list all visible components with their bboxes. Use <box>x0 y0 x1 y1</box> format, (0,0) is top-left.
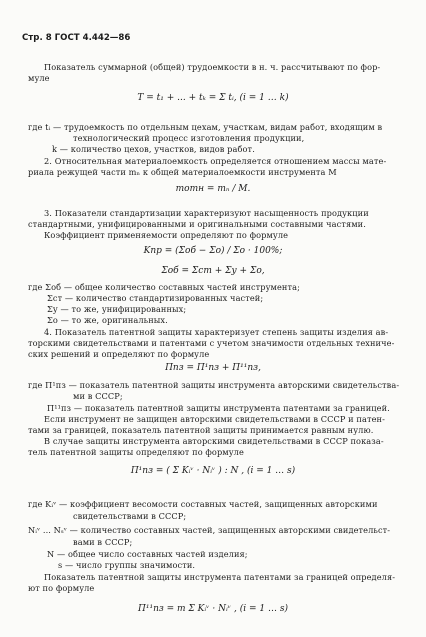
text-line: технологический процесс изготовления продукции, <box>73 133 305 143</box>
page-header: Стр. 8 ГОСТ 4.442—86 <box>22 33 131 43</box>
text-line: где Π¹пз — показатель патентной защиты инструмента авторскими свидетельства- <box>28 380 400 390</box>
text-line: муле <box>28 73 50 83</box>
text-line: где Kᵢᵛ — коэффициент весомости составных частей, защищенных авторскими <box>28 499 378 509</box>
formula-patent-abroad: Π¹¹пз = m Σ Kᵢᵛ · Nᵢᵛ , (i = 1 … s) <box>138 604 288 614</box>
text-line: s — число группы значимости. <box>58 560 196 570</box>
text-line: ских решений и определяют по формуле <box>28 349 210 359</box>
text-line: тами за границей, показатель патентной защиты принимается равным нулю. <box>28 425 374 435</box>
formula-relative-material: mотн = mₙ / M. <box>175 184 251 194</box>
formula-total-labor: T = t₁ + ... + tₖ = Σ tᵢ, (i = 1 … k) <box>137 93 289 103</box>
text-line: где Σоб — общее количество составных частей инструмента; <box>28 282 300 292</box>
text-line: Nᵢᵛ ... Nₛᵛ — количество составных частей, защищенных авторскими свидетельст- <box>28 525 391 535</box>
text-line: Показатель патентной защиты инструмента патентами за границей определя- <box>44 572 396 582</box>
text-line: Σу — то же, унифицированных; <box>47 304 187 314</box>
text-line: k — количество цехов, участков, видов работ. <box>52 144 255 154</box>
text-line: риала режущей части mₙ к общей материалоемкости инструмента М <box>28 167 337 177</box>
text-line: вами в СССР; <box>73 537 133 547</box>
formula-sum-parts: Σоб = Σст + Σу + Σо, <box>161 266 265 276</box>
formula-patent-protection: Πпз = Π¹пз + Π¹¹пз, <box>165 363 261 373</box>
formula-patent-ussr: Π¹пз = ( Σ Kᵢᵛ · Nᵢᵛ ) : N , (i = 1 … s) <box>130 466 296 476</box>
text-line: Коэффициент применяемости определяют по формуле <box>44 230 289 240</box>
text-line: свидетельствами в СССР; <box>73 511 187 521</box>
text-line: В случае защиты инструмента авторскими свидетельствами в СССР показа- <box>44 436 384 446</box>
text-line: Показатель суммарной (общей) трудоемкости в н. ч. рассчитывают по фор- <box>44 62 381 72</box>
text-line: стандартными, унифицированными и оригинальными составными частями. <box>28 219 366 229</box>
text-line: ют по формуле <box>28 583 95 593</box>
text-line: тель патентной защиты определяют по формуле <box>28 447 244 457</box>
text-line: ми в СССР; <box>73 391 123 401</box>
text-line: 3. Показатели стандартизации характеризуют насыщенность продукции <box>44 208 369 218</box>
text-line: Если инструмент не защищен авторскими свидетельствами в СССР и патен- <box>44 414 385 424</box>
text-line: 4. Показатель патентной защиты характеризует степень защиты изделия ав- <box>44 327 389 337</box>
text-line: N — общее число составных частей изделия; <box>47 549 248 559</box>
text-line: 2. Относительная материалоемкость определяется отношением массы мате- <box>44 156 387 166</box>
text-line: Π¹¹пз — показатель патентной защиты инструмента патентами за границей. <box>47 403 390 413</box>
formula-applicability: Kпр = (Σоб − Σо) / Σо · 100%; <box>143 246 283 256</box>
text-line: торскими свидетельствами и патентами с учетом значимости отдельных техниче- <box>28 338 395 348</box>
text-line: Σо — то же, оригинальных. <box>47 315 168 325</box>
text-line: где tᵢ — трудоемкость по отдельным цехам, участкам, видам работ, входящим в <box>28 122 383 132</box>
text-line: Σст — количество стандартизированных частей; <box>47 293 264 303</box>
